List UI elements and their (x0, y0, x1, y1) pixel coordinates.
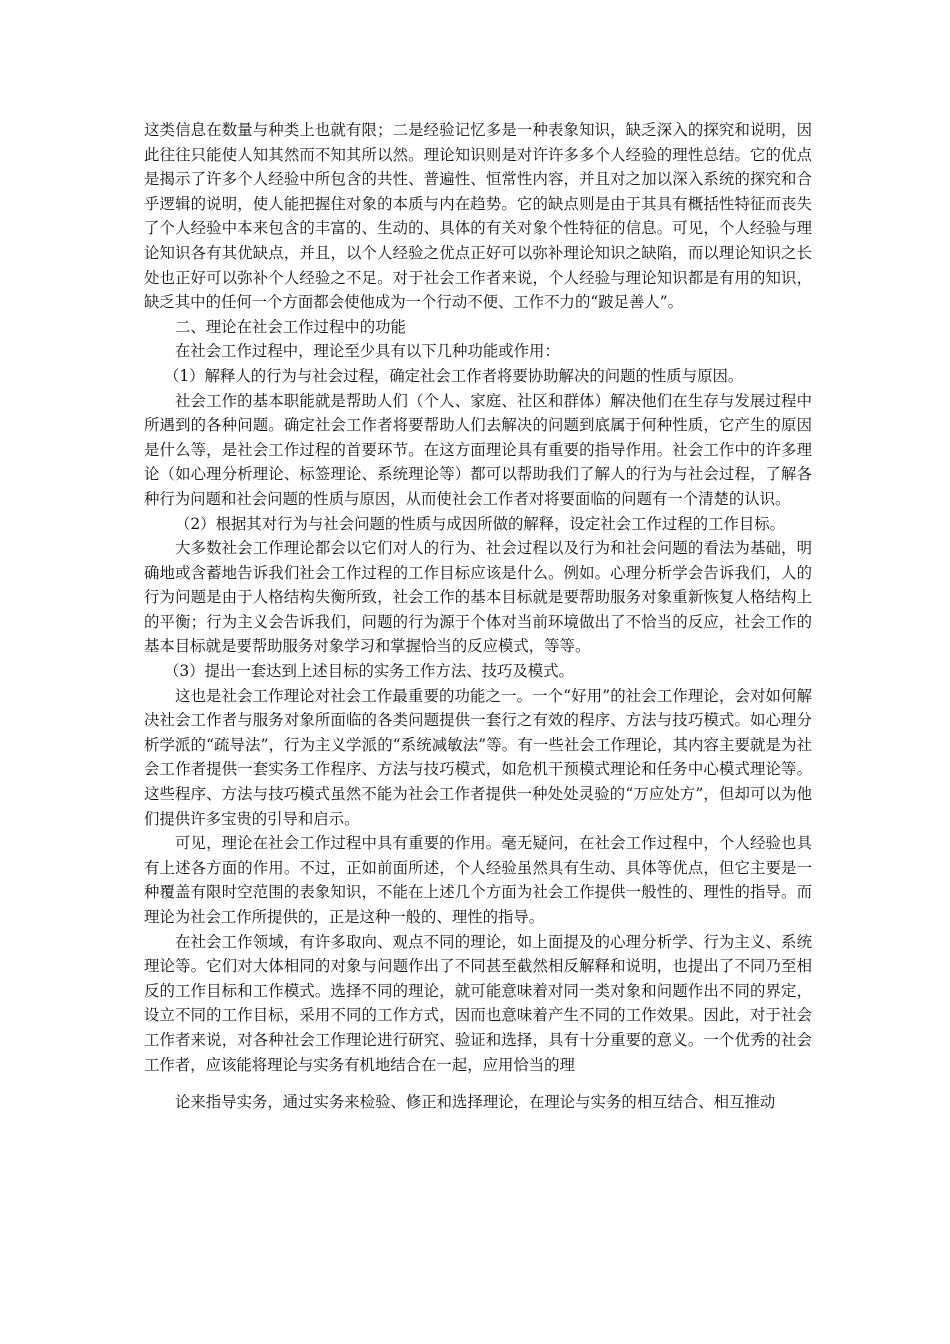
paragraph-conclusion: 可见，理论在社会工作过程中具有重要的作用。毫无疑问，在社会工作过程中，个人经验也具有上述各方面的作用。不过，正如前面所述，个人经验虽然具有生动、具体等优点，但它主要是一种覆盖有限时空范围的表象知识，不能在上述几个方面为社会工作提供一般性的、理性的指导。而理论为社会工作所提供的，正是这种一般的、理性的指导。 (144, 834, 812, 926)
paragraph-intro: 在社会工作过程中，理论至少具有以下几种功能或作用： (175, 342, 560, 361)
list-item-1: （1）解释人的行为与社会过程，确定社会工作者将要协助解决的问题的性质与原因。 (164, 366, 744, 385)
paragraph-function-2: 大多数社会工作理论都会以它们对人的行为、社会过程以及行为和社会问题的看法为基础，明确地或含蓄地告诉我们社会工作过程的工作目标应该是什么。例如。心理分析学会告诉我们，人的行为问题是由于人格结构失衡所致，社会工作的基本目标就是要帮助服务对象重新恢复人格结构上的平衡；行为主义会告诉我们，问题的行为源于个体对当前环境做出了不恰当的反应，社会工作的基本目标就是要帮助服务对象学习和掌握恰当的反应模式，等等。 (144, 539, 812, 656)
list-item-2: （2）根据其对行为与社会问题的性质与成因所做的解释，设定社会工作过程的工作目标。 (175, 514, 786, 533)
body-text (144, 118, 812, 1115)
section-heading: 二、理论在社会工作过程中的功能 (175, 317, 406, 336)
paragraph-theory-choice: 在社会工作领域，有许多取向、观点不同的理论，如上面提及的心理分析学、行为主义、系统理论等。它们对大体相同的对象与问题作出了不同甚至截然相反解释和说明，也提出了不同乃至相反的工作目标和工作模式。选择不同的理论，就可能意味着对同一类对象和问题作出不同的界定，设立不同的工作目标，采用不同的工作方式，因而也意味着产生不同的工作效果。因此，对于社会工作者来说，对各种社会工作理论进行研究、验证和选择，具有十分重要的意义。一个优秀的社会工作者，应该能将理论与实务有机地结合在一起，应用恰当的理 (144, 932, 812, 1074)
paragraph-gap (144, 1077, 812, 1090)
paragraph-final: 论来指导实务，通过实务来检验、修正和选择理论，在理论与实务的相互结合、相互推动 (175, 1093, 776, 1112)
paragraph-function-1: 社会工作的基本职能就是帮助人们（个人、家庭、社区和群体）解决他们在生存与发展过程中所遇到的各种问题。确定社会工作者将要帮助人们去解决的问题到底属于何种性质，它产生的原因是什么等，是社会工作过程的首要环节。在这方面理论具有重要的指导作用。社会工作中的许多理论（如心理分析理论、标签理论、系统理论等）都可以帮助我们了解人的行为与社会过程，了解各种行为问题和社会问题的性质与原因，从而使社会工作者对将要面临的问题有一个清楚的认识。 (144, 391, 812, 508)
paragraph-continuation: 这类信息在数量与种类上也就有限；二是经验记忆多是一种表象知识，缺乏深入的探究和说明，因此往往只能使人知其然而不知其所以然。理论知识则是对许许多多个人经验的理性总结。它的优点是揭示了许多个人经验中所包含的共性、普遍性、恒常性内容，并且对之加以深入系统的探究和合乎逻辑的说明，使人能把握住对象的本质与内在趋势。它的缺点则是由于其具有概括性特征而丧失了个人经验中本来包含的丰富的、生动的、具体的有关对象个性特征的信息。可见，个人经验与理论知识各有其优缺点，并且，以个人经验之优点正好可以弥补理论知识之缺陷，而以理论知识之长处也正好可以弥补个人经验之不足。对于社会工作者来说，个人经验与理论知识都是有用的知识，缺乏其中的任何一个方面都会使他成为一个行动不便、工作不力的“跛足善人”。 (144, 121, 812, 312)
list-item-3: （3）提出一套达到上述目标的实务工作方法、技巧及模式。 (164, 662, 574, 681)
paragraph-function-3: 这也是社会工作理论对社会工作最重要的功能之一。一个“好用”的社会工作理论，会对如何解决社会工作者与服务对象所面临的各类问题提供一套行之有效的程序、方法与技巧模式。如心理分析学派的“疏导法”，行为主义学派的“系统减敏法”等。有一些社会工作理论，其内容主要就是为社会工作者提供一套实务工作程序、方法与技巧模式，如危机干预模式理论和任务中心模式理论等。这些程序、方法与技巧模式虽然不能为社会工作者提供一种处处灵验的“万应处方”，但却可以为他们提供许多宝贵的引导和启示。 (144, 686, 812, 828)
